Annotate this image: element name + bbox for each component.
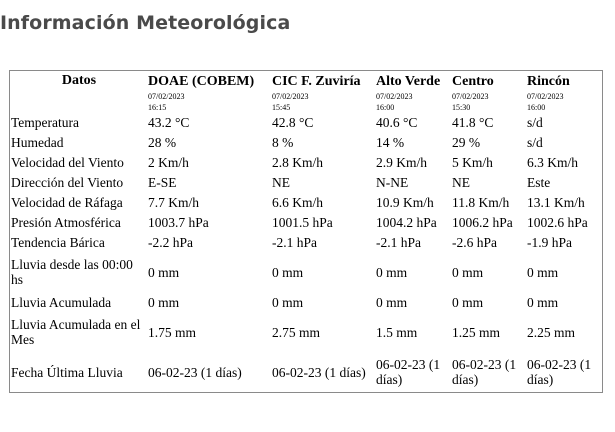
row-label: Tendencia Bárica: [11, 234, 105, 250]
table-row: [10, 312, 602, 352]
table-cell: 0 mm: [148, 294, 180, 310]
table-cell: 0 mm: [527, 264, 559, 280]
station-date: 07/02/2023: [527, 92, 564, 101]
row-label: Presión Atmosférica: [11, 214, 121, 230]
station-time: 16:15: [148, 103, 167, 112]
table-cell: 1.75 mm: [148, 324, 197, 340]
weather-table: [9, 70, 603, 393]
table-cell: 1001.5 hPa: [272, 214, 333, 230]
table-cell: 06-02-23 (1 días): [376, 357, 441, 387]
table-cell: 14 %: [376, 134, 405, 150]
table-cell: 0 mm: [272, 264, 304, 280]
station-header-alto-verde: [375, 71, 451, 112]
table-cell: 6.6 Km/h: [272, 194, 324, 210]
row-label: Lluvia Acumulada en el Mes: [11, 317, 141, 347]
table-cell: 06-02-23 (1 días): [148, 364, 242, 380]
table-cell: 41.8 °C: [452, 114, 494, 130]
station-name: CIC F. Zuviría: [272, 74, 361, 89]
row-label: Humedad: [11, 134, 64, 150]
table-cell: 1.25 mm: [452, 324, 501, 340]
table-cell: 13.1 Km/h: [527, 194, 585, 210]
table-cell: 10.9 Km/h: [376, 194, 434, 210]
table-cell: 0 mm: [272, 294, 304, 310]
table-cell: 06-02-23 (1 días): [272, 364, 366, 380]
table-cell: NE: [272, 174, 290, 190]
table-cell: E-SE: [148, 174, 177, 190]
station-name: Rincón: [527, 74, 570, 89]
table-cell: 1002.6 hPa: [527, 214, 588, 230]
table-cell: 7.7 Km/h: [148, 194, 200, 210]
table-cell: 1006.2 hPa: [452, 214, 513, 230]
table-cell: 0 mm: [376, 294, 408, 310]
station-time: 16:00: [527, 103, 546, 112]
table-cell: 8 %: [272, 134, 294, 150]
table-cell: 1.5 mm: [376, 324, 418, 340]
table-cell: 06-02-23 (1 días): [527, 357, 592, 387]
table-cell: 2.8 Km/h: [272, 154, 324, 170]
page-title: Información Meteorológica: [0, 12, 291, 34]
table-cell: s/d: [527, 114, 543, 130]
station-name: DOAE (COBEM): [148, 74, 255, 89]
table-cell: 0 mm: [452, 294, 484, 310]
station-name: Centro: [452, 74, 494, 89]
table-row: [10, 352, 602, 392]
row-label: Lluvia Acumulada: [11, 294, 112, 310]
table-row: [10, 132, 602, 152]
table-cell: NE: [452, 174, 470, 190]
table-cell: -2.2 hPa: [148, 234, 193, 250]
station-time: 15:45: [272, 103, 291, 112]
table-cell: 43.2 °C: [148, 114, 190, 130]
table-cell: -1.9 hPa: [527, 234, 572, 250]
table-cell: -2.6 hPa: [452, 234, 497, 250]
table-row: [10, 172, 602, 192]
table-cell: 2.75 mm: [272, 324, 321, 340]
table-cell: 11.8 Km/h: [452, 194, 510, 210]
row-label: Fecha Última Lluvia: [11, 364, 123, 380]
table-cell: 06-02-23 (1 días): [452, 357, 517, 387]
table-cell: 5 Km/h: [452, 154, 493, 170]
station-date: 07/02/2023: [148, 92, 185, 101]
table-cell: -2.1 hPa: [376, 234, 421, 250]
table-row: [10, 292, 602, 312]
table-row: [10, 192, 602, 212]
station-header-cic: [271, 71, 375, 112]
table-cell: 2.9 Km/h: [376, 154, 428, 170]
table-cell: 29 %: [452, 134, 481, 150]
table-cell: N-NE: [376, 174, 409, 190]
station-date: 07/02/2023: [272, 92, 309, 101]
table-cell: 2.25 mm: [527, 324, 576, 340]
station-header-centro: [451, 71, 526, 112]
label-column-header: Datos: [61, 73, 97, 88]
table-cell: 40.6 °C: [376, 114, 418, 130]
row-label: Temperatura: [11, 114, 80, 130]
table-cell: 6.3 Km/h: [527, 154, 579, 170]
table-cell: 0 mm: [527, 294, 559, 310]
table-row: [10, 212, 602, 232]
station-name: Alto Verde: [376, 74, 441, 89]
table-cell: 2 Km/h: [148, 154, 189, 170]
header-row: [10, 71, 602, 112]
station-time: 15:30: [452, 103, 471, 112]
row-label: Velocidad del Viento: [11, 154, 124, 170]
row-label: Velocidad de Ráfaga: [11, 194, 123, 210]
table-cell: 0 mm: [148, 264, 180, 280]
station-header-rincon: [526, 71, 602, 112]
table-cell: 42.8 °C: [272, 114, 314, 130]
table-cell: 1003.7 hPa: [148, 214, 209, 230]
table-row: [10, 252, 602, 292]
table-cell: 0 mm: [452, 264, 484, 280]
table-row: [10, 232, 602, 252]
station-date: 07/02/2023: [376, 92, 413, 101]
row-label: Lluvia desde las 00:00 hs: [11, 257, 133, 287]
table-cell: s/d: [527, 134, 543, 150]
table-row: [10, 152, 602, 172]
station-time: 16:00: [376, 103, 395, 112]
table-cell: 0 mm: [376, 264, 408, 280]
row-label: Dirección del Viento: [11, 174, 124, 190]
table-cell: 1004.2 hPa: [376, 214, 437, 230]
table-cell: Este: [527, 174, 551, 190]
station-date: 07/02/2023: [452, 92, 489, 101]
table-cell: -2.1 hPa: [272, 234, 317, 250]
table-row: [10, 112, 602, 132]
table-cell: 28 %: [148, 134, 177, 150]
station-header-doae: [147, 71, 271, 112]
